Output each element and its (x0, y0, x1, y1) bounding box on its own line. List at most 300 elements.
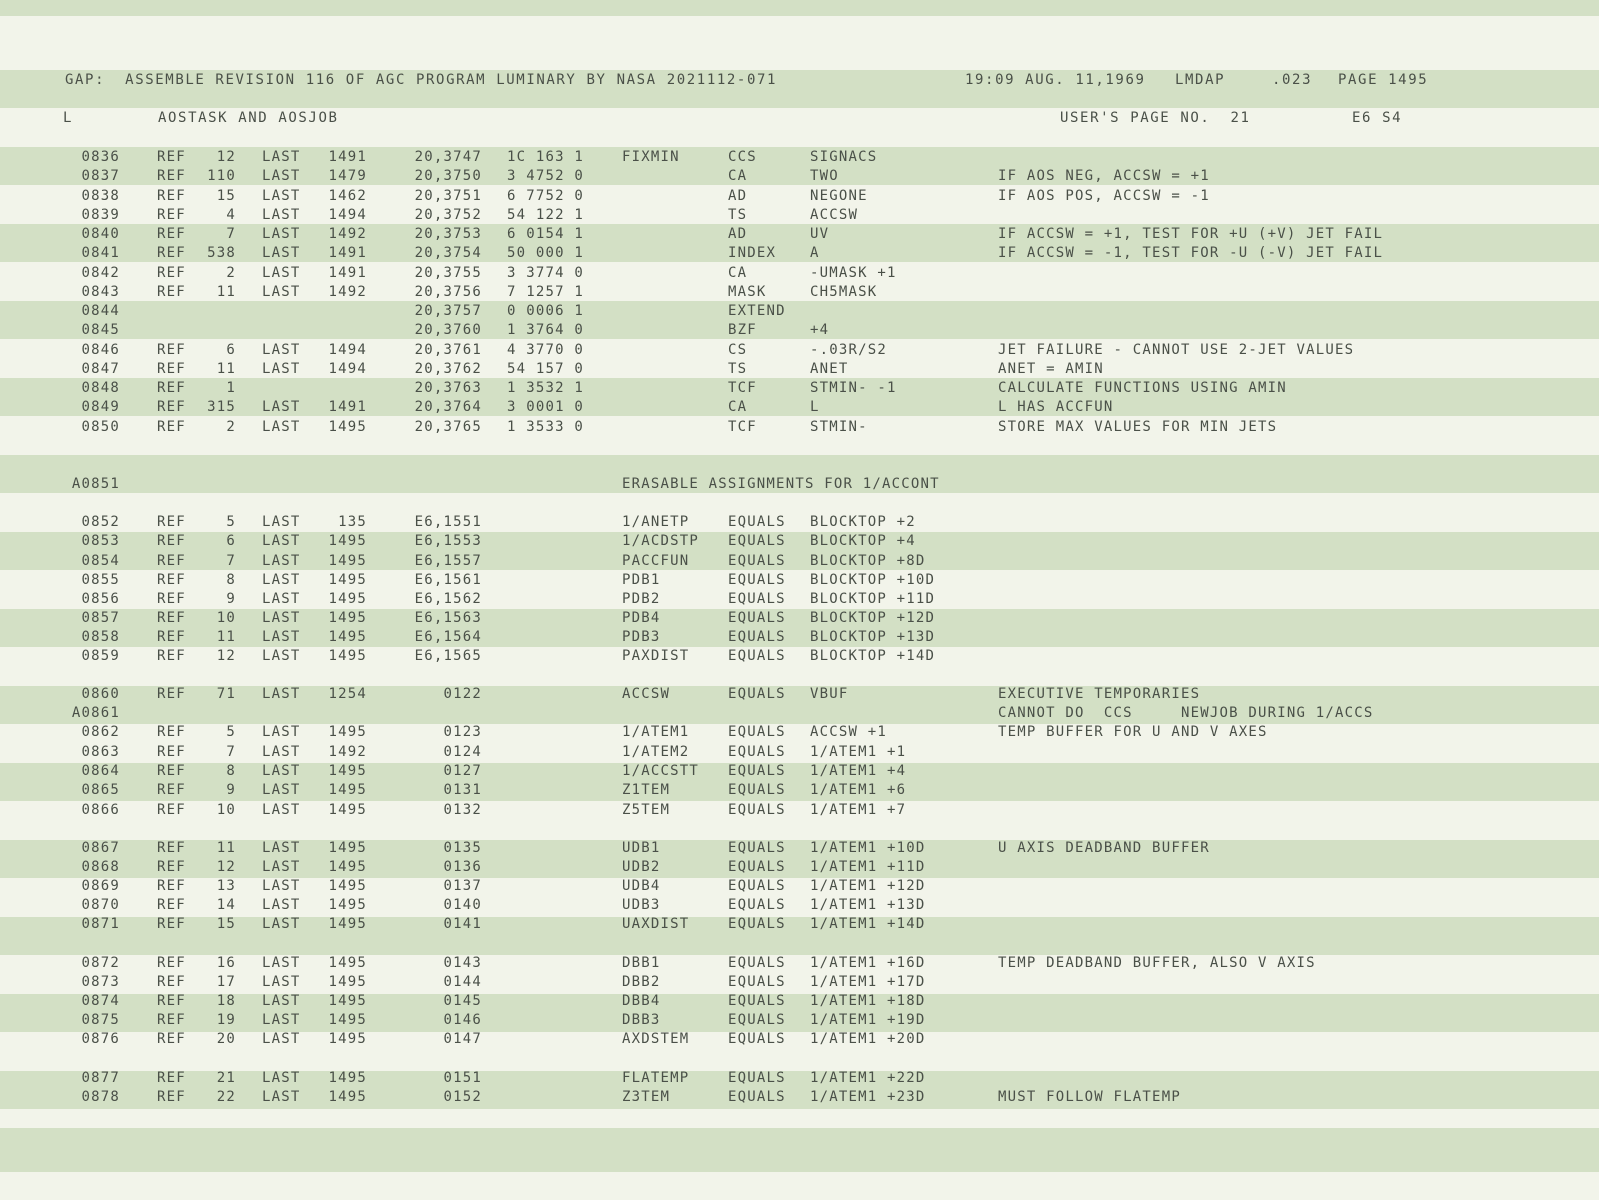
listing-label-cell: PDB2 (622, 591, 661, 607)
listing-ref-cell: REF (157, 686, 186, 702)
listing-seq-cell: 0874 (81, 993, 120, 1009)
listing-seq-cell: 0847 (81, 361, 120, 377)
listing-op-cell: EQUALS (728, 1012, 786, 1028)
listing-ref-cell: REF (157, 207, 186, 223)
listing-op-cell: AD (728, 226, 748, 242)
listing-label-cell: UDB4 (622, 878, 661, 894)
listing-refn-cell: 5 (226, 514, 236, 530)
listing-addr-cell: 0132 (443, 802, 482, 818)
listing-operand-cell: NEGONE (810, 188, 868, 204)
listing-addr-cell: 20,3753 (414, 226, 482, 242)
listing-lastn-cell: 1495 (328, 897, 367, 913)
listing-refn-cell: 71 (216, 686, 236, 702)
listing-op-cell: EQUALS (728, 629, 786, 645)
listing-addr-cell: 20,3757 (414, 303, 482, 319)
listing-lastn-cell: 1495 (328, 840, 367, 856)
listing-refn-cell: 8 (226, 763, 236, 779)
listing-refn-cell: 11 (216, 840, 236, 856)
listing-comment-cell: JET FAILURE - CANNOT USE 2-JET VALUES (998, 342, 1355, 358)
listing-addr-cell (400, 474, 482, 494)
listing-addr-cell: 20,3752 (414, 207, 482, 223)
log-section-title: AOSTASK AND AOSJOB (158, 110, 339, 126)
page-number: PAGE 1495 (1338, 72, 1429, 88)
listing-lastn-cell: 1492 (328, 284, 367, 300)
listing-refn-cell: 16 (216, 955, 236, 971)
listing-addr-cell: E6,1553 (414, 533, 482, 549)
listing-addr-cell: 0123 (443, 724, 482, 740)
listing-lastn-cell: 1495 (328, 1089, 367, 1105)
listing-seq-cell: A0861 (71, 705, 120, 721)
listing-operand-cell: BLOCKTOP +13D (810, 629, 936, 645)
listing-ref-cell: REF (157, 514, 186, 530)
listing-refn-cell: 7 (226, 744, 236, 760)
listing-addr-cell: 0147 (443, 1031, 482, 1047)
listing-lastn-cell: 1495 (328, 724, 367, 740)
listing-seq-cell: 0878 (81, 1089, 120, 1105)
listing-op-cell: EQUALS (728, 553, 786, 569)
listing-seq-cell: 0839 (81, 207, 120, 223)
listing-addr-cell: 20,3747 (414, 149, 482, 165)
listing-label-cell: PDB1 (622, 572, 661, 588)
listing-operand-cell: SIGNACS (810, 149, 878, 165)
listing-refn-cell (198, 320, 236, 340)
listing-last-cell: LAST (262, 149, 301, 165)
listing-last-cell: LAST (262, 226, 301, 242)
listing-refn-cell: 19 (216, 1012, 236, 1028)
listing-operand-cell: BLOCKTOP +2 (810, 514, 916, 530)
listing-seq-cell: 0849 (81, 399, 120, 415)
listing-seq-cell: 0865 (81, 782, 120, 798)
listing-last-cell: LAST (262, 168, 301, 184)
listing-ref-cell: REF (157, 993, 186, 1009)
listing-operand-cell: CH5MASK (810, 284, 878, 300)
listing-last-cell: LAST (262, 419, 301, 435)
listing-ref-cell: REF (157, 744, 186, 760)
listing-refn-cell: 8 (226, 572, 236, 588)
listing-op-cell: CA (728, 399, 748, 415)
listing-last-cell: LAST (262, 629, 301, 645)
listing-last-cell: LAST (262, 591, 301, 607)
listing-operand-cell: 1/ATEM1 +18D (810, 993, 926, 1009)
listing-last-cell: LAST (262, 245, 301, 261)
listing-lastn-cell: 1495 (328, 1031, 367, 1047)
listing-ref-cell: REF (157, 763, 186, 779)
listing-operand-cell: 1/ATEM1 +23D (810, 1089, 926, 1105)
listing-last-cell: LAST (262, 1089, 301, 1105)
listing-label-cell: ERASABLE ASSIGNMENTS FOR 1/ACCONT (622, 476, 940, 492)
listing-ref-cell: REF (157, 168, 186, 184)
listing-addr-cell: E6,1551 (414, 514, 482, 530)
listing-comment-cell: TEMP DEADBAND BUFFER, ALSO V AXIS (998, 955, 1316, 971)
listing-lastn-cell: 1492 (328, 226, 367, 242)
listing-op-cell: EQUALS (728, 591, 786, 607)
listing-code-cell: 1 3533 0 (507, 419, 585, 435)
listing-last-cell: LAST (262, 1070, 301, 1086)
listing-label-cell: DBB4 (622, 993, 661, 1009)
listing-operand-cell: 1/ATEM1 +16D (810, 955, 926, 971)
listing-code-cell: 7 1257 1 (507, 284, 585, 300)
listing-lastn-cell: 1495 (328, 648, 367, 664)
listing-operand-cell: ANET (810, 361, 849, 377)
listing-op-cell: EQUALS (728, 1070, 786, 1086)
listing-seq-cell: 0867 (81, 840, 120, 856)
listing-operand-cell: BLOCKTOP +12D (810, 610, 936, 626)
listing-label-cell: PACCFUN (622, 553, 690, 569)
listing-operand-cell: 1/ATEM1 +20D (810, 1031, 926, 1047)
listing-refn-cell: 15 (216, 188, 236, 204)
listing-label-cell: 1/ATEM1 (622, 724, 690, 740)
listing-ref-cell: REF (157, 955, 186, 971)
listing-addr-cell: 0122 (443, 686, 482, 702)
listing-seq-cell: 0853 (81, 533, 120, 549)
listing-last-cell: LAST (262, 993, 301, 1009)
listing-addr-cell: E6,1562 (414, 591, 482, 607)
listing-op-cell: EQUALS (728, 1031, 786, 1047)
listing-ref-cell: REF (157, 1089, 186, 1105)
listing-seq-cell: 0873 (81, 974, 120, 990)
listing-addr-cell (400, 703, 482, 723)
listing-lastn-cell: 1495 (328, 802, 367, 818)
listing-operand-cell: -UMASK +1 (810, 265, 897, 281)
listing-addr-cell: 0151 (443, 1070, 482, 1086)
listing-comment-cell: IF AOS NEG, ACCSW = +1 (998, 168, 1210, 184)
listing-comment-cell: CANNOT DO CCS NEWJOB DURING 1/ACCS (998, 705, 1374, 721)
listing-addr-cell: 20,3762 (414, 361, 482, 377)
listing-operand-cell: TWO (810, 168, 839, 184)
listing-seq-cell: 0868 (81, 859, 120, 875)
listing-seq-cell: 0872 (81, 955, 120, 971)
listing-op-cell: EQUALS (728, 572, 786, 588)
listing-refn-cell: 110 (207, 168, 236, 184)
listing-op-cell: CA (728, 168, 748, 184)
listing-lastn-cell (315, 474, 367, 494)
listing-seq-cell: 0837 (81, 168, 120, 184)
listing-refn-cell (198, 474, 236, 494)
listing-last-cell: LAST (262, 207, 301, 223)
listing-refn-cell: 315 (207, 399, 236, 415)
listing-code-cell: 6 0154 1 (507, 226, 585, 242)
listing-seq-cell: 0838 (81, 188, 120, 204)
listing-comment-cell: MUST FOLLOW FLATEMP (998, 1089, 1181, 1105)
listing-last-cell: LAST (262, 859, 301, 875)
listing-ref-cell: REF (157, 916, 186, 932)
listing-lastn-cell: 1495 (328, 419, 367, 435)
listing-lastn-cell: 1495 (328, 878, 367, 894)
listing-op-cell: EQUALS (728, 648, 786, 664)
listing-refn-cell: 11 (216, 361, 236, 377)
listing-ref-cell: REF (157, 553, 186, 569)
listing-refn-cell: 11 (216, 284, 236, 300)
listing-addr-cell: 20,3750 (414, 168, 482, 184)
listing-ref-cell: REF (157, 265, 186, 281)
listing-seq-cell: 0836 (81, 149, 120, 165)
listing-refn-cell: 17 (216, 974, 236, 990)
listing-refn-cell: 5 (226, 724, 236, 740)
listing-addr-cell: E6,1557 (414, 553, 482, 569)
listing-lastn-cell: 1494 (328, 342, 367, 358)
listing-label-cell: FLATEMP (622, 1070, 690, 1086)
listing-ref-cell (157, 703, 189, 723)
listing-addr-cell: 0141 (443, 916, 482, 932)
listing-operand-cell: BLOCKTOP +14D (810, 648, 936, 664)
listing-last-cell: LAST (262, 1031, 301, 1047)
listing-ref-cell: REF (157, 149, 186, 165)
listing-seq-cell: 0854 (81, 553, 120, 569)
listing-seq-cell: 0856 (81, 591, 120, 607)
listing-refn-cell: 18 (216, 993, 236, 1009)
listing-last-cell: LAST (262, 188, 301, 204)
listing-ref-cell: REF (157, 648, 186, 664)
listing-seq-cell: 0860 (81, 686, 120, 702)
listing-refn-cell: 21 (216, 1070, 236, 1086)
listing-op-cell: TS (728, 207, 748, 223)
listing-last-cell: LAST (262, 878, 301, 894)
listing-op-cell: EQUALS (728, 514, 786, 530)
listing-operand-cell: 1/ATEM1 +17D (810, 974, 926, 990)
listing-operand-cell: VBUF (810, 686, 849, 702)
listing-seq-cell: 0863 (81, 744, 120, 760)
listing-refn-cell: 10 (216, 610, 236, 626)
listing-seq-cell: 0876 (81, 1031, 120, 1047)
listing-refn-cell: 12 (216, 859, 236, 875)
listing-addr-cell: 0144 (443, 974, 482, 990)
listing-lastn-cell: 1495 (328, 974, 367, 990)
listing-operand-cell: -.03R/S2 (810, 342, 888, 358)
listing-seq-cell: 0842 (81, 265, 120, 281)
listing-seq-cell: 0859 (81, 648, 120, 664)
listing-comment-cell: IF ACCSW = +1, TEST FOR +U (+V) JET FAIL (998, 226, 1384, 242)
listing-seq-cell: 0864 (81, 763, 120, 779)
listing-op-cell: EQUALS (728, 802, 786, 818)
listing-label-cell: UDB2 (622, 859, 661, 875)
listing-code-cell: 1C 163 1 (507, 149, 585, 165)
listing-op-cell: EQUALS (728, 974, 786, 990)
listing-seq-cell: 0869 (81, 878, 120, 894)
listing-ref-cell (157, 320, 189, 340)
listing-refn-cell: 9 (226, 591, 236, 607)
listing-addr-cell: 20,3756 (414, 284, 482, 300)
listing-addr-cell: E6,1565 (414, 648, 482, 664)
listing-op-cell: EQUALS (728, 686, 786, 702)
listing-ref-cell: REF (157, 859, 186, 875)
listing-lastn-cell: 1491 (328, 245, 367, 261)
listing-ref-cell: REF (157, 782, 186, 798)
listing-addr-cell: 0135 (443, 840, 482, 856)
listing-label-cell: DBB3 (622, 1012, 661, 1028)
listing-op-cell: BZF (728, 322, 757, 338)
listing-addr-cell: 0137 (443, 878, 482, 894)
listing-ref-cell: REF (157, 361, 186, 377)
listing-refn-cell: 22 (216, 1089, 236, 1105)
listing-lastn-cell: 1495 (328, 859, 367, 875)
listing-seq-cell: A0851 (71, 476, 120, 492)
listing-seq-cell: 0862 (81, 724, 120, 740)
listing-op-cell: CCS (728, 149, 757, 165)
listing-last-cell: LAST (262, 974, 301, 990)
listing-seq-cell: 0843 (81, 284, 120, 300)
listing-last-cell: LAST (262, 648, 301, 664)
listing-op-cell: CA (728, 265, 748, 281)
listing-refn-cell: 15 (216, 916, 236, 932)
listing-operand-cell: 1/ATEM1 +22D (810, 1070, 926, 1086)
listing-addr-cell: E6,1564 (414, 629, 482, 645)
listing-lastn-cell: 1479 (328, 168, 367, 184)
listing-lastn-cell: 1254 (328, 686, 367, 702)
listing-ref-cell: REF (157, 840, 186, 856)
listing-operand-cell: 1/ATEM1 +1 (810, 744, 907, 760)
listing-operand-cell: 1/ATEM1 +10D (810, 840, 926, 856)
listing-op-cell: EQUALS (728, 1089, 786, 1105)
listing-label-cell: Z1TEM (622, 782, 671, 798)
listing-ref-cell: REF (157, 245, 186, 261)
listing-last-cell: LAST (262, 916, 301, 932)
listing-last-cell: LAST (262, 514, 301, 530)
listing-refn-cell: 11 (216, 629, 236, 645)
listing-refn-cell: 10 (216, 802, 236, 818)
listing-operand-cell: 1/ATEM1 +7 (810, 802, 907, 818)
listing-last-cell: LAST (262, 686, 301, 702)
listing-lastn-cell: 1492 (328, 744, 367, 760)
listing-lastn-cell: 1462 (328, 188, 367, 204)
listing-seq-cell: 0866 (81, 802, 120, 818)
listing-operand-cell: 1/ATEM1 +12D (810, 878, 926, 894)
listing-refn-cell: 6 (226, 342, 236, 358)
print-org: LMDAP (1175, 72, 1226, 88)
listing-ref-cell: REF (157, 878, 186, 894)
listing-ref-cell: REF (157, 533, 186, 549)
listing-op-cell: TCF (728, 380, 757, 396)
listing-refn-cell: 538 (207, 245, 236, 261)
listing-last-cell: LAST (262, 610, 301, 626)
listing-op-cell: EQUALS (728, 859, 786, 875)
listing-operand-cell: 1/ATEM1 +13D (810, 897, 926, 913)
listing-ref-cell: REF (157, 802, 186, 818)
listing-label-cell: UDB3 (622, 897, 661, 913)
listing-code-cell: 1 3764 0 (507, 322, 585, 338)
listing-seq-cell: 0848 (81, 380, 120, 396)
listing-addr-cell: 0131 (443, 782, 482, 798)
listing-code-cell: 3 4752 0 (507, 168, 585, 184)
listing-operand-cell: BLOCKTOP +11D (810, 591, 936, 607)
listing-refn-cell: 12 (216, 648, 236, 664)
listing-label-cell: AXDSTEM (622, 1031, 690, 1047)
listing-op-cell: EXTEND (728, 303, 786, 319)
listing-lastn-cell: 1495 (328, 572, 367, 588)
listing-lastn-cell: 1495 (328, 629, 367, 645)
listing-op-cell: EQUALS (728, 744, 786, 760)
listing-comment-cell: ANET = AMIN (998, 361, 1104, 377)
listing-op-cell: AD (728, 188, 748, 204)
listing-ref-cell (157, 301, 189, 321)
listing-last-cell: LAST (262, 533, 301, 549)
listing-seq-cell: 0845 (81, 322, 120, 338)
listing-refn-cell: 12 (216, 149, 236, 165)
listing-comment-cell: IF ACCSW = -1, TEST FOR -U (-V) JET FAIL (998, 245, 1384, 261)
listing-addr-cell: 20,3755 (414, 265, 482, 281)
listing-ref-cell (157, 474, 189, 494)
listing-label-cell: 1/ANETP (622, 514, 690, 530)
listing-operand-cell: UV (810, 226, 830, 242)
listing-op-cell: EQUALS (728, 916, 786, 932)
listing-refn-cell (198, 703, 236, 723)
listing-addr-cell: 0136 (443, 859, 482, 875)
listing-last-cell: LAST (262, 284, 301, 300)
listing-op-cell: EQUALS (728, 897, 786, 913)
listing-operand-cell: STMIN- -1 (810, 380, 897, 396)
listing-operand-cell: 1/ATEM1 +4 (810, 763, 907, 779)
listing-refn-cell: 2 (226, 419, 236, 435)
listing-ref-cell: REF (157, 629, 186, 645)
listing-ref-cell: REF (157, 1012, 186, 1028)
listing-op-cell: EQUALS (728, 724, 786, 740)
listing-lastn-cell: 1491 (328, 149, 367, 165)
listing-op-cell: MASK (728, 284, 767, 300)
listing-lastn-cell: 1494 (328, 207, 367, 223)
listing-refn-cell: 14 (216, 897, 236, 913)
listing-refn-cell: 20 (216, 1031, 236, 1047)
listing-ref-cell: REF (157, 572, 186, 588)
listing-code-cell: 54 122 1 (507, 207, 585, 223)
listing-refn-cell: 9 (226, 782, 236, 798)
listing-addr-cell: 20,3763 (414, 380, 482, 396)
listing-op-cell: INDEX (728, 245, 777, 261)
listing-ref-cell: REF (157, 419, 186, 435)
listing-lastn-cell: 1495 (328, 993, 367, 1009)
listing-comment-cell: EXECUTIVE TEMPORARIES (998, 686, 1201, 702)
listing-code-cell: 6 7752 0 (507, 188, 585, 204)
listing-operand-cell: L (810, 399, 820, 415)
listing-label-cell: PAXDIST (622, 648, 690, 664)
listing-label-cell: 1/ATEM2 (622, 744, 690, 760)
print-datetime: 19:09 AUG. 11,1969 (965, 72, 1146, 88)
listing-comment-cell: IF AOS POS, ACCSW = -1 (998, 188, 1210, 204)
listing-op-cell: EQUALS (728, 533, 786, 549)
listing-op-cell: EQUALS (728, 878, 786, 894)
listing-seq-cell: 0844 (81, 303, 120, 319)
listing-comment-cell: L HAS ACCFUN (998, 399, 1114, 415)
listing-lastn-cell (315, 703, 367, 723)
listing-addr-cell: 20,3761 (414, 342, 482, 358)
listing-seq-cell: 0875 (81, 1012, 120, 1028)
listing-ref-cell: REF (157, 188, 186, 204)
listing-addr-cell: E6,1563 (414, 610, 482, 626)
listing-operand-cell: A (810, 245, 820, 261)
log-letter: L (63, 110, 74, 126)
listing-last-cell: LAST (262, 342, 301, 358)
listing-addr-cell: 20,3764 (414, 399, 482, 415)
listing-lastn-cell: 1491 (328, 399, 367, 415)
listing-op-cell: TS (728, 361, 748, 377)
listing-op-cell: EQUALS (728, 993, 786, 1009)
listing-addr-cell: 0152 (443, 1089, 482, 1105)
listing-seq-cell: 0840 (81, 226, 120, 242)
listing-operand-cell: 1/ATEM1 +14D (810, 916, 926, 932)
listing-label-cell: ACCSW (622, 686, 671, 702)
listing-code-cell: 4 3770 0 (507, 342, 585, 358)
listing-label-cell: PDB3 (622, 629, 661, 645)
listing-operand-cell: ACCSW (810, 207, 859, 223)
listing-ref-cell: REF (157, 974, 186, 990)
listing-addr-cell: 0143 (443, 955, 482, 971)
listing-addr-cell: 0140 (443, 897, 482, 913)
listing-operand-cell: 1/ATEM1 +11D (810, 859, 926, 875)
listing-operand-cell: 1/ATEM1 +6 (810, 782, 907, 798)
listing-operand-cell: 1/ATEM1 +19D (810, 1012, 926, 1028)
listing-lastn-cell: 135 (338, 514, 367, 530)
listing-ref-cell: REF (157, 1070, 186, 1086)
listing-last-cell: LAST (262, 782, 301, 798)
listing-comment-cell: TEMP BUFFER FOR U AND V AXES (998, 724, 1268, 740)
